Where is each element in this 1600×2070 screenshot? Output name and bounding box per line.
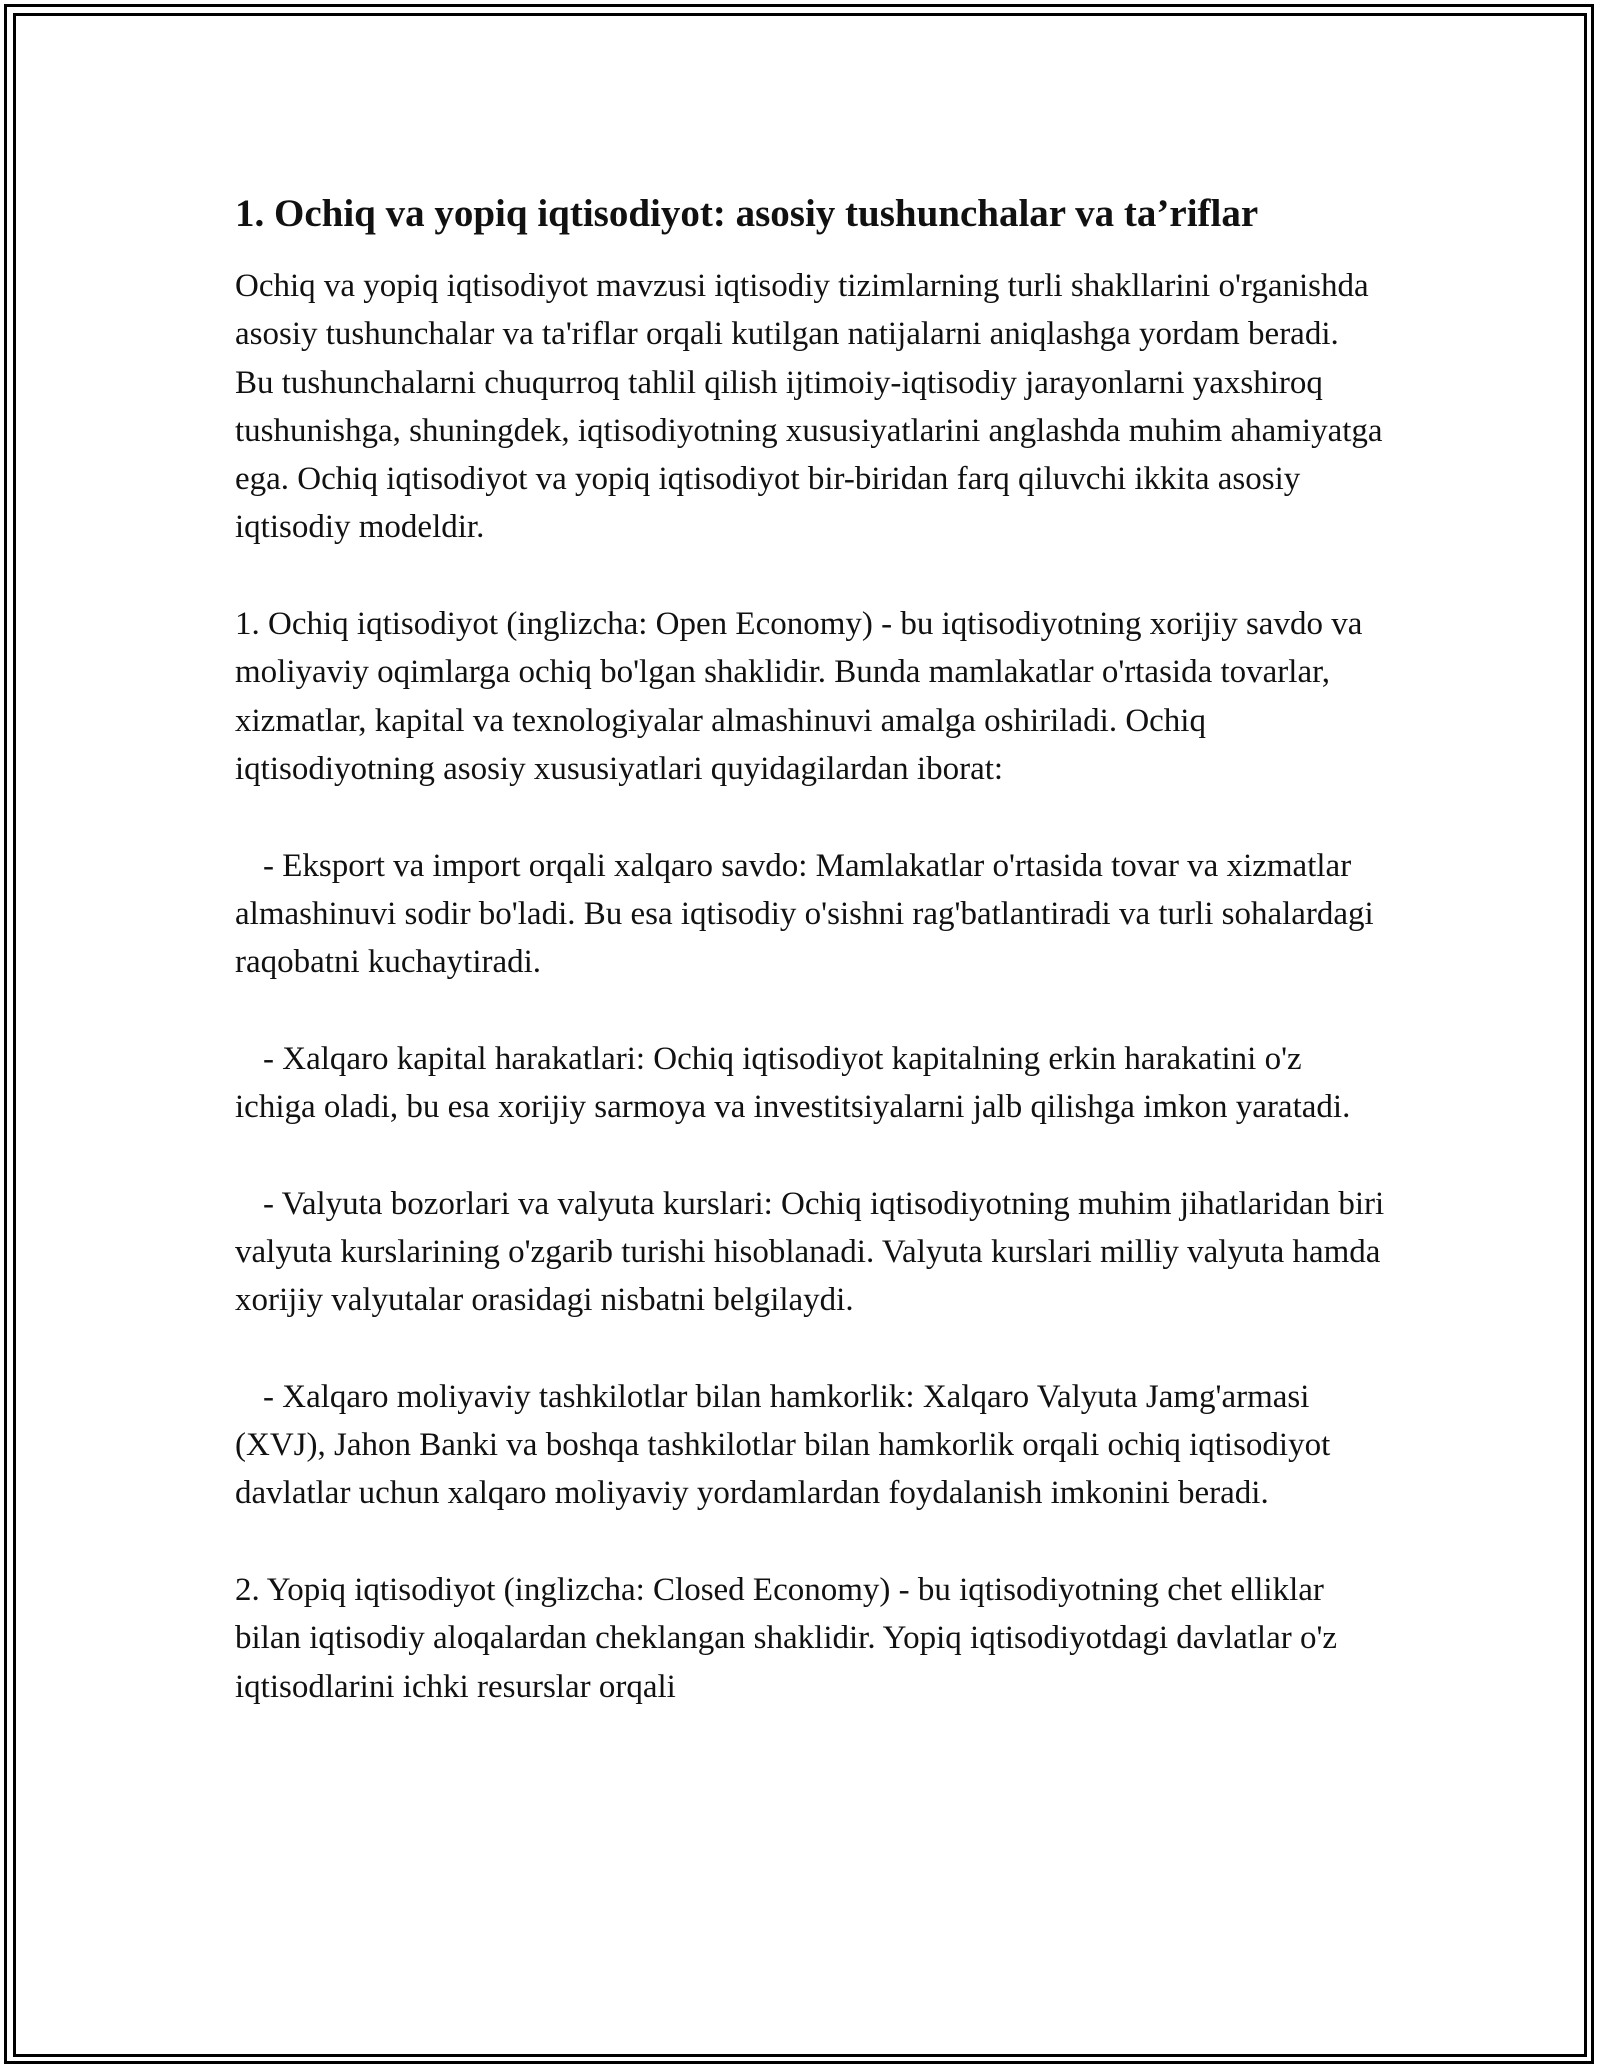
- bullet-item-cooperation: [235, 1373, 1385, 1518]
- bullet-text: - Valyuta bozorlari va valyuta kurslari: Ochiq iqtisodiyotning muhim jihatlaridan biri valyuta kurslarining o'zgarib turishi hisoblanadi. Valyuta kurslari milliy valyuta hamda xorijiy valyutalar orasidagi nisbatni belgilaydi.: [235, 1185, 1385, 1319]
- bullet-item-currency: [235, 1180, 1385, 1325]
- paragraph-spacer: [235, 793, 1385, 841]
- bullet-text: - Eksport va import orqali xalqaro savdo: Mamlakatlar o'rtasida tovar va xizmatlar almashinuvi sodir bo'ladi. Bu esa iqtisodiy o'sishni rag'batlantiradi va turli sohalardagi raqobatni kuchaytiradi.: [235, 847, 1374, 981]
- open-economy-paragraph: 1. Ochiq iqtisodiyot (inglizcha: Open Economy) - bu iqtisodiyotning xorijiy savdo va moliyaviy oqimlarga ochiq bo'lgan shaklidir. Bunda mamlakatlar o'rtasida tovarlar, xizmatlar, kapital va texnologiyalar almashinuvi amalga oshiriladi. Ochiq iqtisodiyotning asosiy xususiyatlari quyidagilardan iborat:: [235, 606, 1363, 787]
- document-body: [235, 188, 1385, 1711]
- paragraph-spacer: [235, 1325, 1385, 1373]
- bullet-item-trade: [235, 842, 1385, 987]
- paragraph-spacer: [235, 552, 1385, 600]
- bullet-text: - Xalqaro kapital harakatlari: Ochiq iqtisodiyot kapitalning erkin harakatini o'z ichiga oladi, bu esa xorijiy sarmoya va investitsiyalarni jalb qilishga imkon yaratadi.: [235, 1040, 1351, 1126]
- paragraph-spacer: [235, 1518, 1385, 1566]
- intro-paragraph: Ochiq va yopiq iqtisodiyot mavzusi iqtisodiy tizimlarning turli shakllarini o'rganishda asosiy tushunchalar va ta'riflar orqali kutilgan natijalarni aniqlashga yordam beradi. Bu tushunchalarni chuqurroq tahlil qilish ijtimoiy-iqtisodiy jarayonlarni yaxshiroq tushunishga, shuningdek, iqtisodiyotning xususiyatlarini anglashda muhim ahamiyatga ega. Ochiq iqtisodiyot va yopiq iqtisodiyot bir-biridan farq qiluvchi ikkita asosiy iqtisodiy modeldir.: [235, 268, 1383, 546]
- closed-economy-paragraph: 2. Yopiq iqtisodiyot (inglizcha: Closed Economy) - bu iqtisodiyotning chet elliklar bilan iqtisodiy aloqalardan cheklangan shaklidir. Yopiq iqtisodiyotdagi davlatlar o'z iqtisodlarini ichki resurslar orqali: [235, 1572, 1338, 1705]
- paragraph-spacer: [235, 1131, 1385, 1179]
- section-heading: 1. Ochiq va yopiq iqtisodiyot: asosiy tushunchalar va ta’riflar: [235, 192, 1259, 235]
- bullet-item-capital: [235, 1035, 1385, 1132]
- bullet-text: - Xalqaro moliyaviy tashkilotlar bilan hamkorlik: Xalqaro Valyuta Jamg'armasi (XVJ), Jahon Banki va boshqa tashkilotlar bilan hamkorlik orqali ochiq iqtisodiyot davlatlar uchun xalqaro moliyaviy yordamlardan foydalanish imkonini beradi.: [235, 1378, 1331, 1512]
- paragraph-spacer: [235, 986, 1385, 1034]
